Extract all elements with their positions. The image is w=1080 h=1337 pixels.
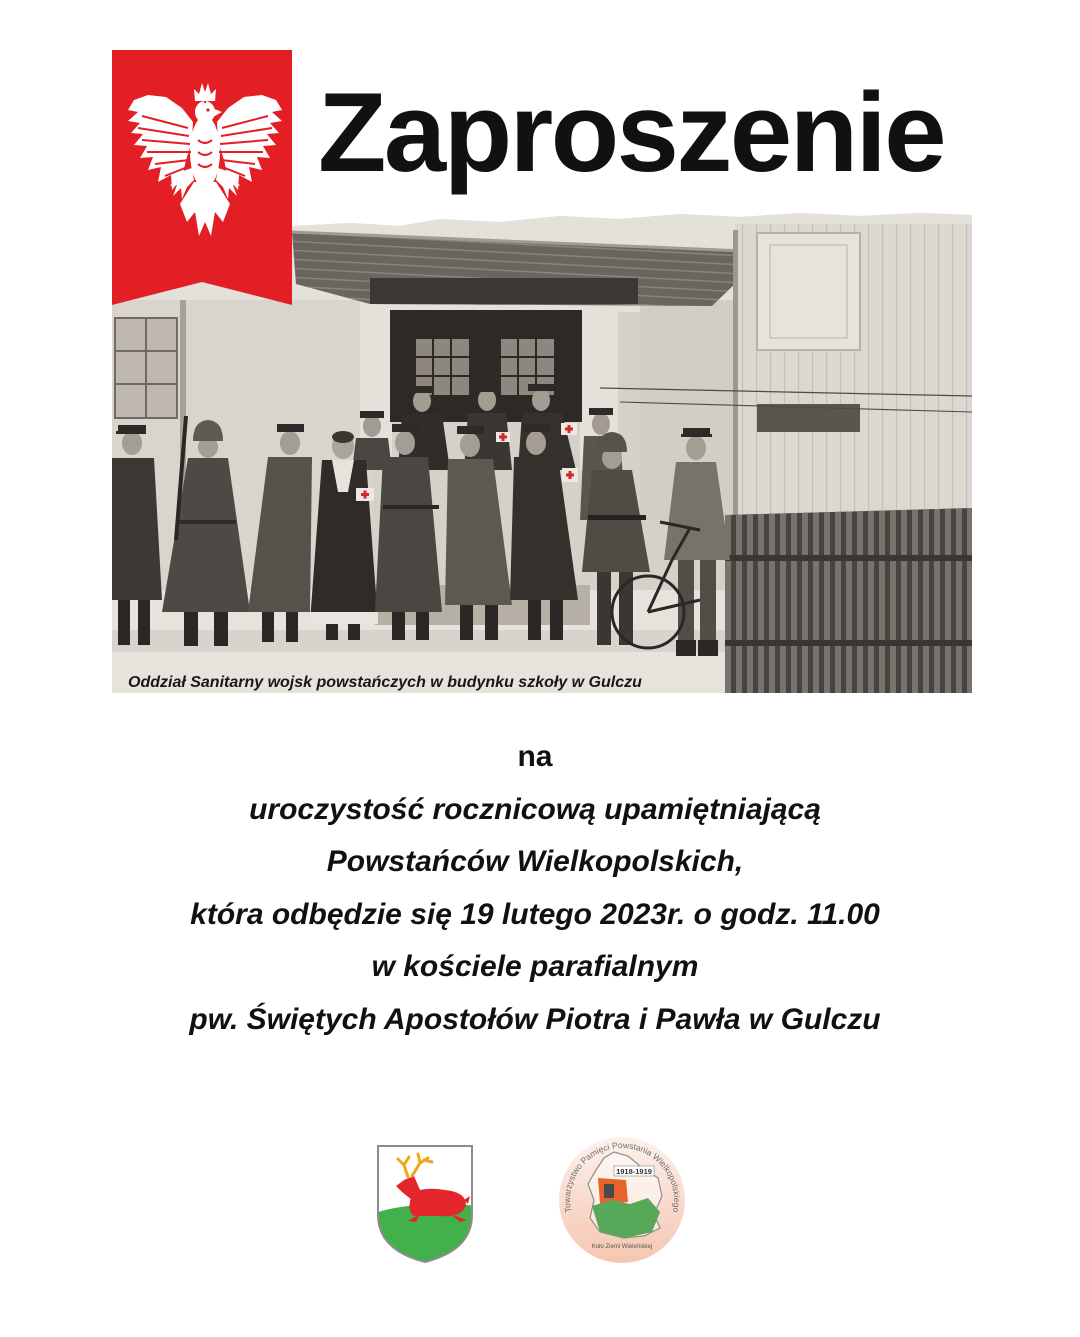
photo-caption: Oddział Sanitarny wojsk powstańczych w budynku szkoły w Gulczu: [128, 674, 642, 691]
invitation-text: [0, 731, 1070, 1047]
invitation-line: na: [517, 740, 553, 773]
left-window: [115, 318, 177, 418]
right-building: [733, 224, 972, 524]
red-banner: [112, 50, 292, 306]
invitation-line: pw. Świętych Apostołów Piotra i Pawła w Gulczu: [189, 1002, 881, 1036]
page-title: Zaproszenie: [318, 70, 945, 195]
wooden-fence: [725, 508, 972, 693]
invitation-line: która odbędzie się 19 lutego 2023r. o godz. 11.00: [190, 897, 880, 931]
logo-branch-text: Koło Ziemi Wieleńskiej: [591, 1244, 653, 1250]
logo-years: 1918-1919: [616, 1167, 652, 1176]
deer-crest-icon: [372, 1140, 478, 1268]
logo-ring-text-path: Towarzystwo Pamięci Powstania Wielkopolskiego: [561, 1139, 683, 1214]
invitation-line: Powstańców Wielkopolskich,: [326, 845, 744, 879]
society-logo-icon: [556, 1134, 688, 1266]
invitation-line: uroczystość rocznicową upamiętniającą: [249, 792, 821, 826]
invitation-line: w kościele parafialnym: [371, 950, 699, 984]
